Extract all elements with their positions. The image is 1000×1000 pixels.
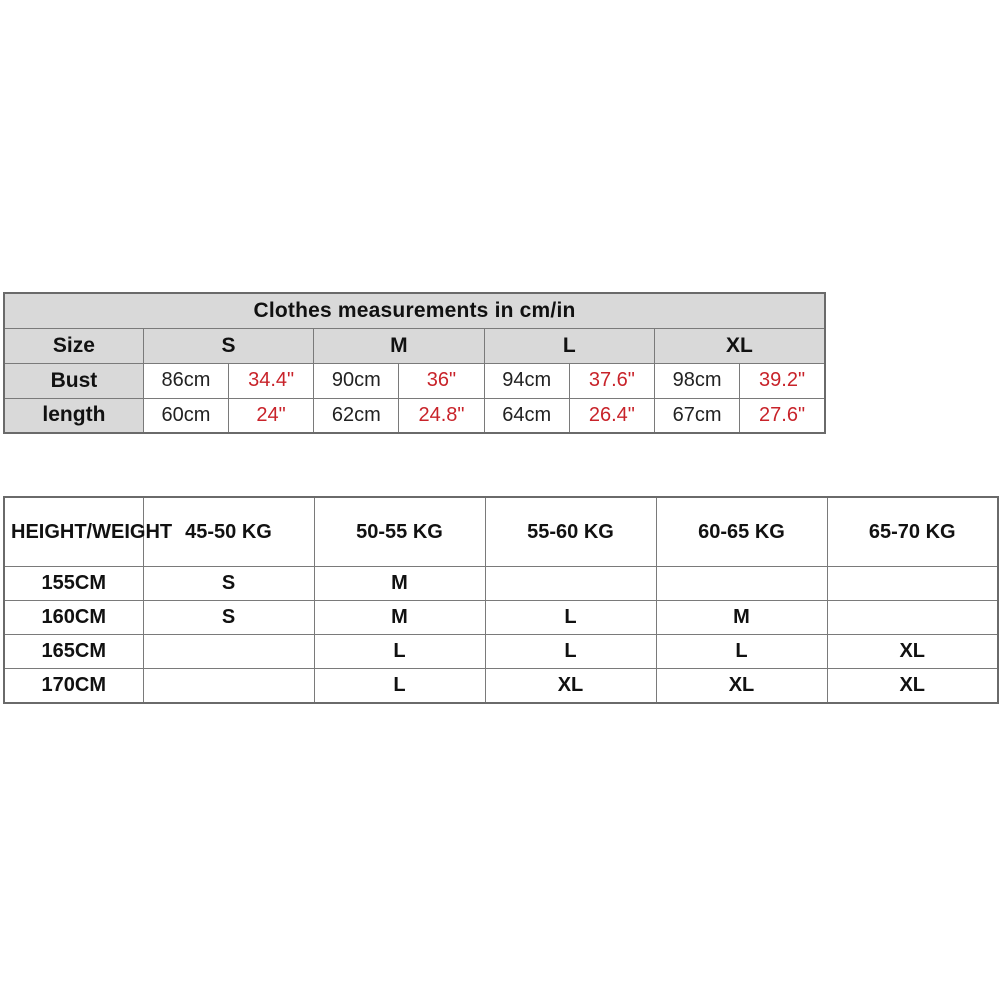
size-cell <box>656 567 827 601</box>
weight-header-55-60: 55-60 KG <box>485 497 656 567</box>
bust-m-in: 36" <box>399 363 484 398</box>
length-label: length <box>4 398 143 433</box>
height-weight-table <box>3 496 999 704</box>
size-cell: S <box>143 567 314 601</box>
bust-s-in: 34.4" <box>229 363 314 398</box>
weight-header-45-50: 45-50 KG <box>143 497 314 567</box>
size-cell: XL <box>827 635 998 669</box>
size-cell: L <box>485 601 656 635</box>
height-row-170 <box>4 669 998 704</box>
height-label-155: 155CM <box>4 567 143 601</box>
size-cell: L <box>314 635 485 669</box>
bust-m-cm: 90cm <box>314 363 399 398</box>
bust-xl-cm: 98cm <box>654 363 739 398</box>
length-row <box>4 398 825 433</box>
size-cell: XL <box>827 669 998 704</box>
length-xl-in: 27.6" <box>740 398 825 433</box>
size-cell <box>143 635 314 669</box>
length-s-in: 24" <box>229 398 314 433</box>
bust-row <box>4 363 825 398</box>
size-cell: XL <box>485 669 656 704</box>
weight-header-65-70: 65-70 KG <box>827 497 998 567</box>
size-cell <box>827 567 998 601</box>
size-cell: M <box>656 601 827 635</box>
size-cell: L <box>485 635 656 669</box>
bust-l-in: 37.6" <box>569 363 654 398</box>
weight-header-50-55: 50-55 KG <box>314 497 485 567</box>
height-row-165 <box>4 635 998 669</box>
measurements-table <box>3 292 826 434</box>
measurements-title: Clothes measurements in cm/in <box>4 293 825 328</box>
length-l-in: 26.4" <box>569 398 654 433</box>
height-weight-corner-label: HEIGHT/WEIGHT <box>4 497 143 567</box>
height-label-160: 160CM <box>4 601 143 635</box>
size-cell <box>827 601 998 635</box>
weight-header-60-65: 60-65 KG <box>656 497 827 567</box>
size-label: Size <box>4 328 143 363</box>
bust-xl-in: 39.2" <box>740 363 825 398</box>
bust-l-cm: 94cm <box>484 363 569 398</box>
length-s-cm: 60cm <box>143 398 228 433</box>
bust-s-cm: 86cm <box>143 363 228 398</box>
size-cell: S <box>143 601 314 635</box>
height-label-165: 165CM <box>4 635 143 669</box>
size-cell <box>143 669 314 704</box>
size-cell: L <box>314 669 485 704</box>
size-header-xl: XL <box>654 328 825 363</box>
size-header-s: S <box>143 328 313 363</box>
length-l-cm: 64cm <box>484 398 569 433</box>
length-xl-cm: 67cm <box>654 398 739 433</box>
weight-header-row <box>4 497 998 567</box>
height-label-170: 170CM <box>4 669 143 704</box>
size-header-l: L <box>484 328 654 363</box>
size-cell: M <box>314 601 485 635</box>
length-m-cm: 62cm <box>314 398 399 433</box>
height-row-160 <box>4 601 998 635</box>
length-m-in: 24.8" <box>399 398 484 433</box>
size-cell: XL <box>656 669 827 704</box>
size-header-row <box>4 328 825 363</box>
measurements-title-row <box>4 293 825 328</box>
height-row-155 <box>4 567 998 601</box>
size-cell: M <box>314 567 485 601</box>
bust-label: Bust <box>4 363 143 398</box>
size-cell <box>485 567 656 601</box>
size-header-m: M <box>314 328 484 363</box>
size-cell: L <box>656 635 827 669</box>
